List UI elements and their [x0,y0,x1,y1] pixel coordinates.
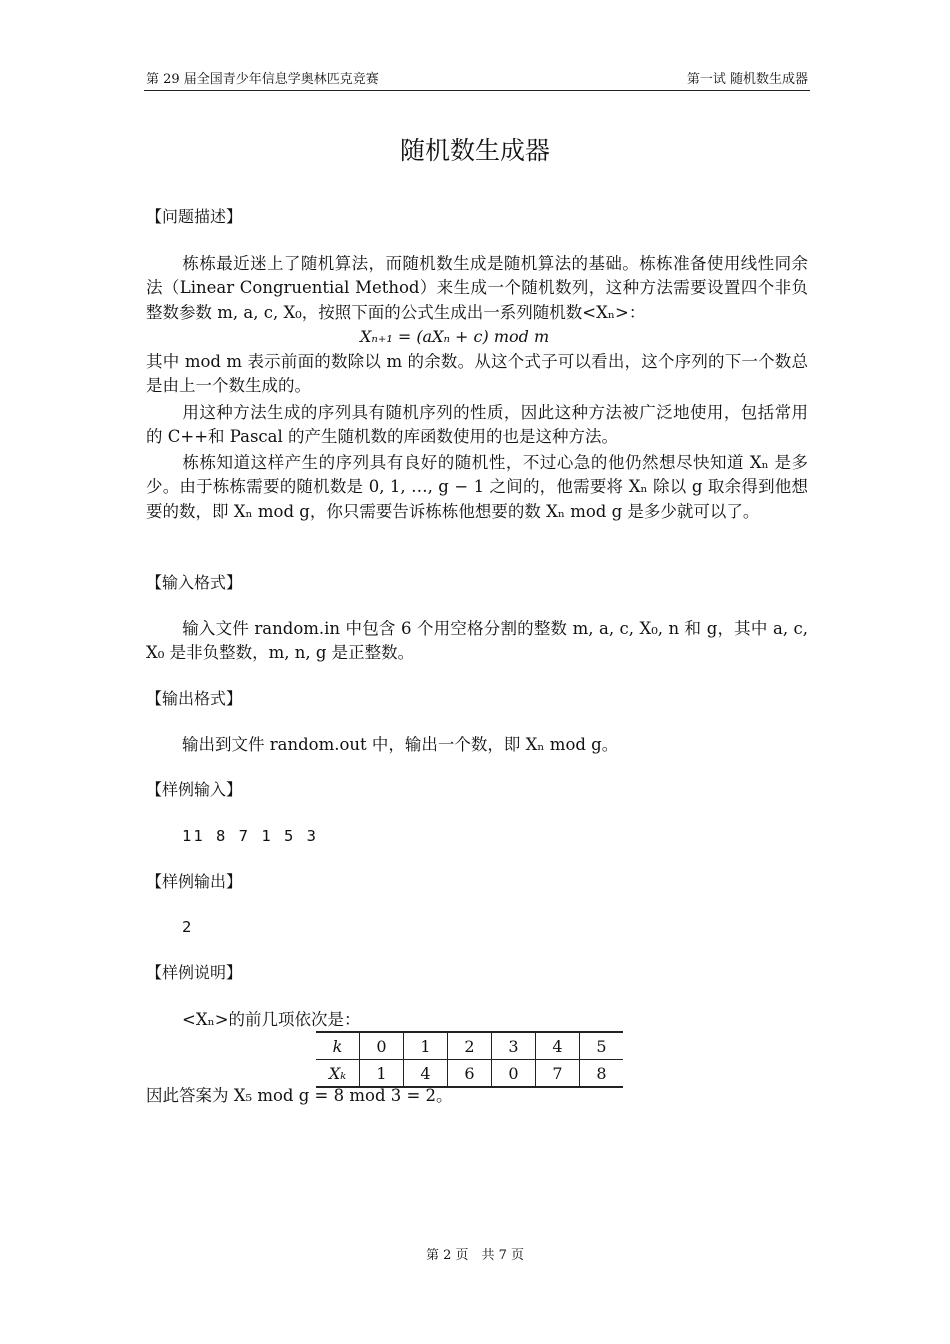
section-output-heading: 【输出格式】 [146,689,243,708]
problem-paragraph-2: 其中 mod m 表示前面的数除以 m 的余数。从这个式子可以看出，这个序列的下一个数总是由上一个数生成的。 [146,352,808,396]
table-header-xk: Xₖ [316,1060,360,1088]
section-sample-explain-heading: 【样例说明】 [146,963,243,982]
header-contest-name: 第 29 届全国青少年信息学奥林匹克竞赛 [146,72,379,87]
section-problem-heading: 【问题描述】 [146,207,243,226]
sequence-table [316,1031,623,1088]
table-cell: 7 [536,1060,580,1088]
table-cell: 5 [580,1032,624,1060]
table-cell: 0 [360,1032,404,1060]
input-format-text: 输入文件 random.in 中包含 6 个用空格分割的整数 m, a, c, X₀, n 和 g，其中 a, c, X₀ 是非负整数，m, n, g 是正整数。 [146,619,808,663]
problem-text-1: 栋栋最近迷上了随机算法，而随机数生成是随机算法的基础。栋栋准备使用线性同余法（Linear Congruential Method）来生成一个随机数列，这种方法需要设置四个非负整数参数 m, a, c, X₀，按照下面的公式生成出一系列随机数<Xₙ>： [146,254,808,322]
header-rule [144,90,810,91]
answer-line: 因此答案为 X₅ mod g = 8 mod 3 = 2。 [146,1086,453,1105]
input-format-paragraph [146,617,808,666]
problem-paragraph-3 [146,401,808,450]
sample-output-data: 2 [182,918,194,936]
section-sample-input-heading: 【样例输入】 [146,780,243,799]
table-cell: 8 [580,1060,624,1088]
problem-text-3: 用这种方法生成的序列具有随机序列的性质，因此这种方法被广泛地使用，包括常用的 C++和 Pascal 的产生随机数的库函数使用的也是这种方法。 [146,403,808,447]
table-cell: 0 [492,1060,536,1088]
section-sample-output-heading: 【样例输出】 [146,872,243,891]
output-format-paragraph [146,733,808,757]
table-cell: 1 [360,1060,404,1088]
table-cell: 3 [492,1032,536,1060]
table-cell: 2 [448,1032,492,1060]
table-row-xk [316,1060,623,1088]
problem-paragraph-1 [146,252,808,325]
table-row-k [316,1032,623,1060]
table-cell: 4 [536,1032,580,1060]
table-cell: 1 [404,1032,448,1060]
page-title: 随机数生成器 [399,136,550,165]
output-format-text: 输出到文件 random.out 中，输出一个数，即 Xₙ mod g。 [182,735,619,754]
problem-text-4: 栋栋知道这样产生的序列具有良好的随机性，不过心急的他仍然想尽快知道 Xₙ 是多少。由于栋栋需要的随机数是 0, 1, …, g − 1 之间的，他需要将 Xₙ 除以 g 取余得到他想要的数，即 Xₙ mod g，你只需要告诉栋栋他想要的数 Xₙ mod g 是多少就可以了。 [146,453,808,521]
table-cell: 6 [448,1060,492,1088]
table-cell: 4 [404,1060,448,1088]
sample-input-data: 11 8 7 1 5 3 [182,827,318,845]
table-header-k: k [316,1032,360,1060]
table-intro: <Xₙ>的前几项依次是： [182,1010,361,1029]
header-problem-name: 第一试 随机数生成器 [686,72,808,87]
recurrence-formula: Xₙ₊₁ = (aXₙ + c) mod m [360,327,550,346]
section-input-heading: 【输入格式】 [146,573,243,592]
page-footer: 第 2 页 共 7 页 [425,1248,525,1263]
problem-paragraph-4 [146,451,808,524]
